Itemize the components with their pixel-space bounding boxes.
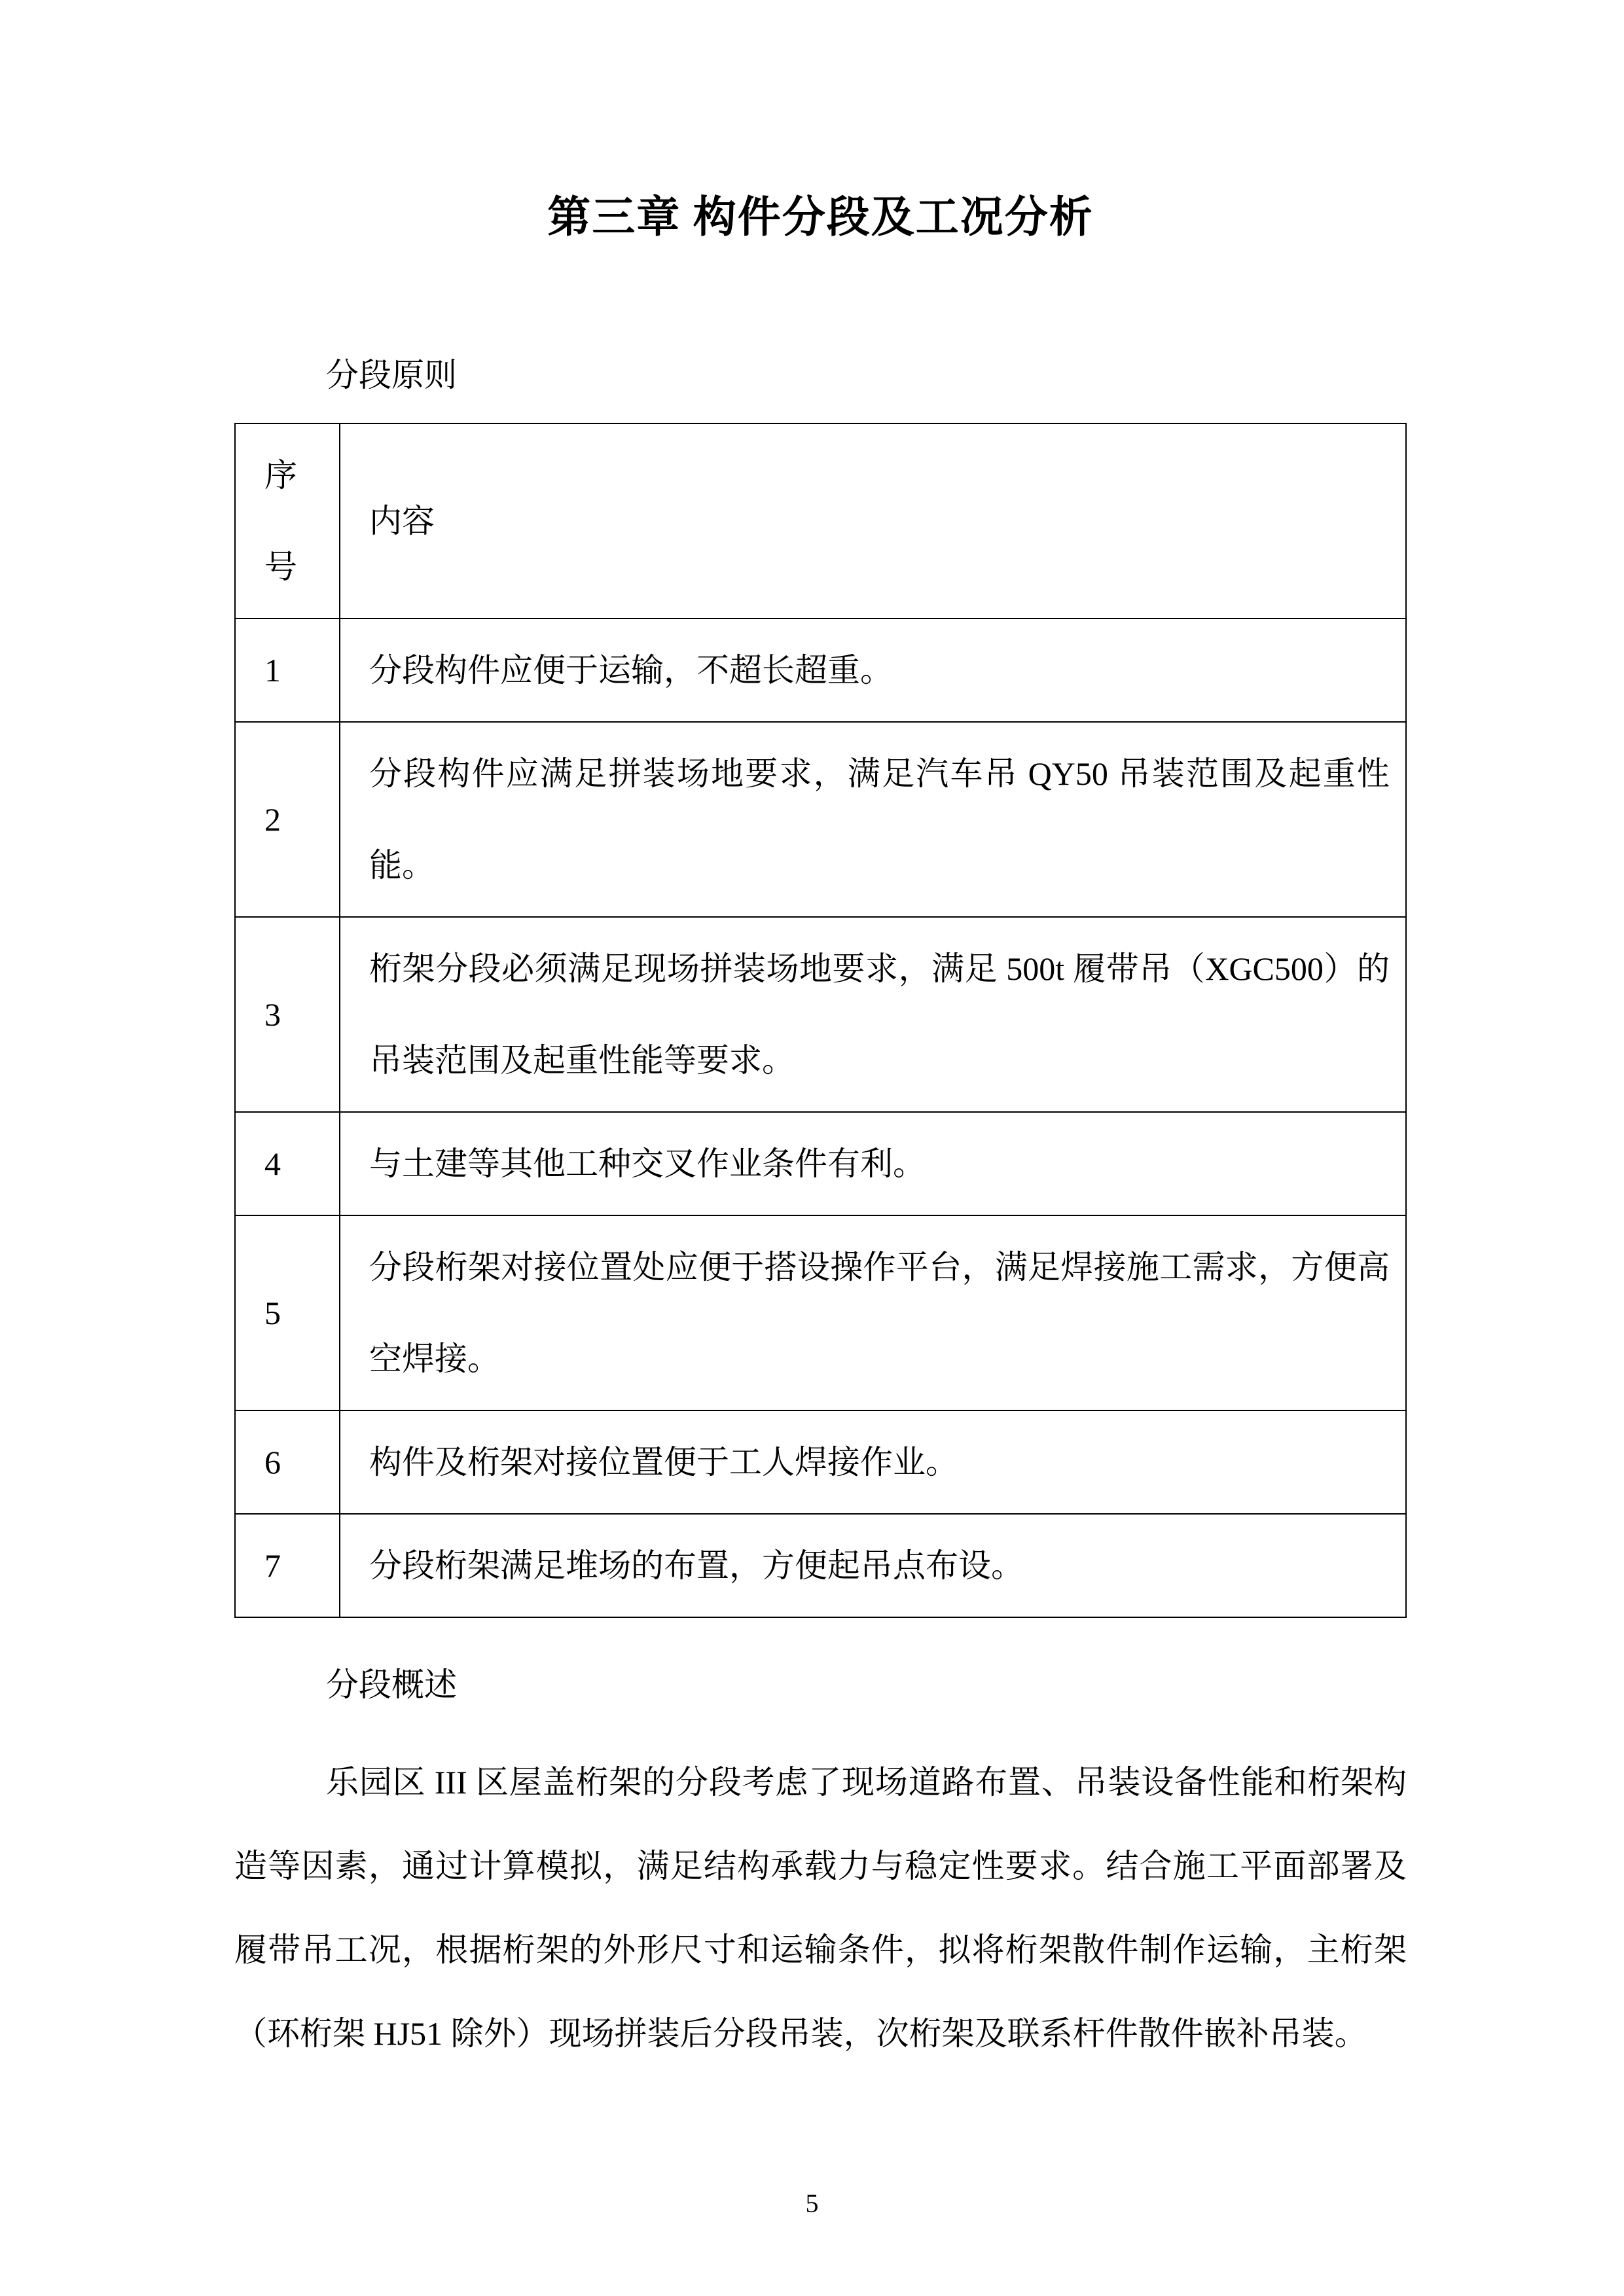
row-content-cell: 分段桁架对接位置处应便于搭设操作平台，满足焊接施工需求，方便高空焊接。 [340, 1215, 1406, 1410]
header-number-line1: 序 [264, 456, 297, 493]
row-content-cell: 分段构件应满足拼装场地要求，满足汽车吊 QY50 吊装范围及起重性能。 [340, 722, 1406, 917]
table-row [235, 619, 1406, 722]
section-heading-overview: 分段概述 [326, 1666, 457, 1703]
row-content-cell: 构件及桁架对接位置便于工人焊接作业。 [340, 1410, 1406, 1514]
table-header-row [235, 423, 1406, 619]
table-row [235, 1215, 1406, 1410]
table-row [235, 1112, 1406, 1215]
header-number-cell [235, 423, 340, 619]
row-number-cell: 7 [235, 1514, 340, 1617]
row-number-cell: 6 [235, 1410, 340, 1514]
header-content-cell: 内容 [340, 423, 1406, 619]
chapter-title: 第三章 构件分段及工况分析 [547, 194, 1094, 242]
row-number-cell: 3 [235, 917, 340, 1112]
principles-table [234, 423, 1407, 1618]
row-content-cell: 分段构件应便于运输，不超长超重。 [340, 619, 1406, 722]
row-content-cell: 桁架分段必须满足现场拼装场地要求，满足 500t 履带吊（XGC500）的吊装范围及起重性能等要求。 [340, 917, 1406, 1112]
table-row [235, 917, 1406, 1112]
row-number-cell: 1 [235, 619, 340, 722]
row-content-cell: 分段桁架满足堆场的布置，方便起吊点布设。 [340, 1514, 1406, 1617]
section-heading-principles: 分段原则 [326, 356, 457, 393]
row-number-cell: 5 [235, 1215, 340, 1410]
table-row [235, 1410, 1406, 1514]
table-row [235, 722, 1406, 917]
row-number-cell: 2 [235, 722, 340, 917]
page-number: 5 [805, 2189, 819, 2218]
row-content-cell: 与土建等其他工种交叉作业条件有利。 [340, 1112, 1406, 1215]
body-paragraph: 乐园区 III 区屋盖桁架的分段考虑了现场道路布置、吊装设备性能和桁架构造等因素，通过计算模拟，满足结构承载力与稳定性要求。结合施工平面部署及履带吊工况，根据桁架的外形尺寸和运输条件，拟将桁架散件制作运输，主桁架（环桁架 HJ51 除外）现场拼装后分段吊装，次桁架及联系杆件散件嵌补吊装。 [234, 1763, 1407, 2052]
header-number-line2: 号 [264, 548, 297, 585]
row-number-cell: 4 [235, 1112, 340, 1215]
table-row [235, 1514, 1406, 1617]
